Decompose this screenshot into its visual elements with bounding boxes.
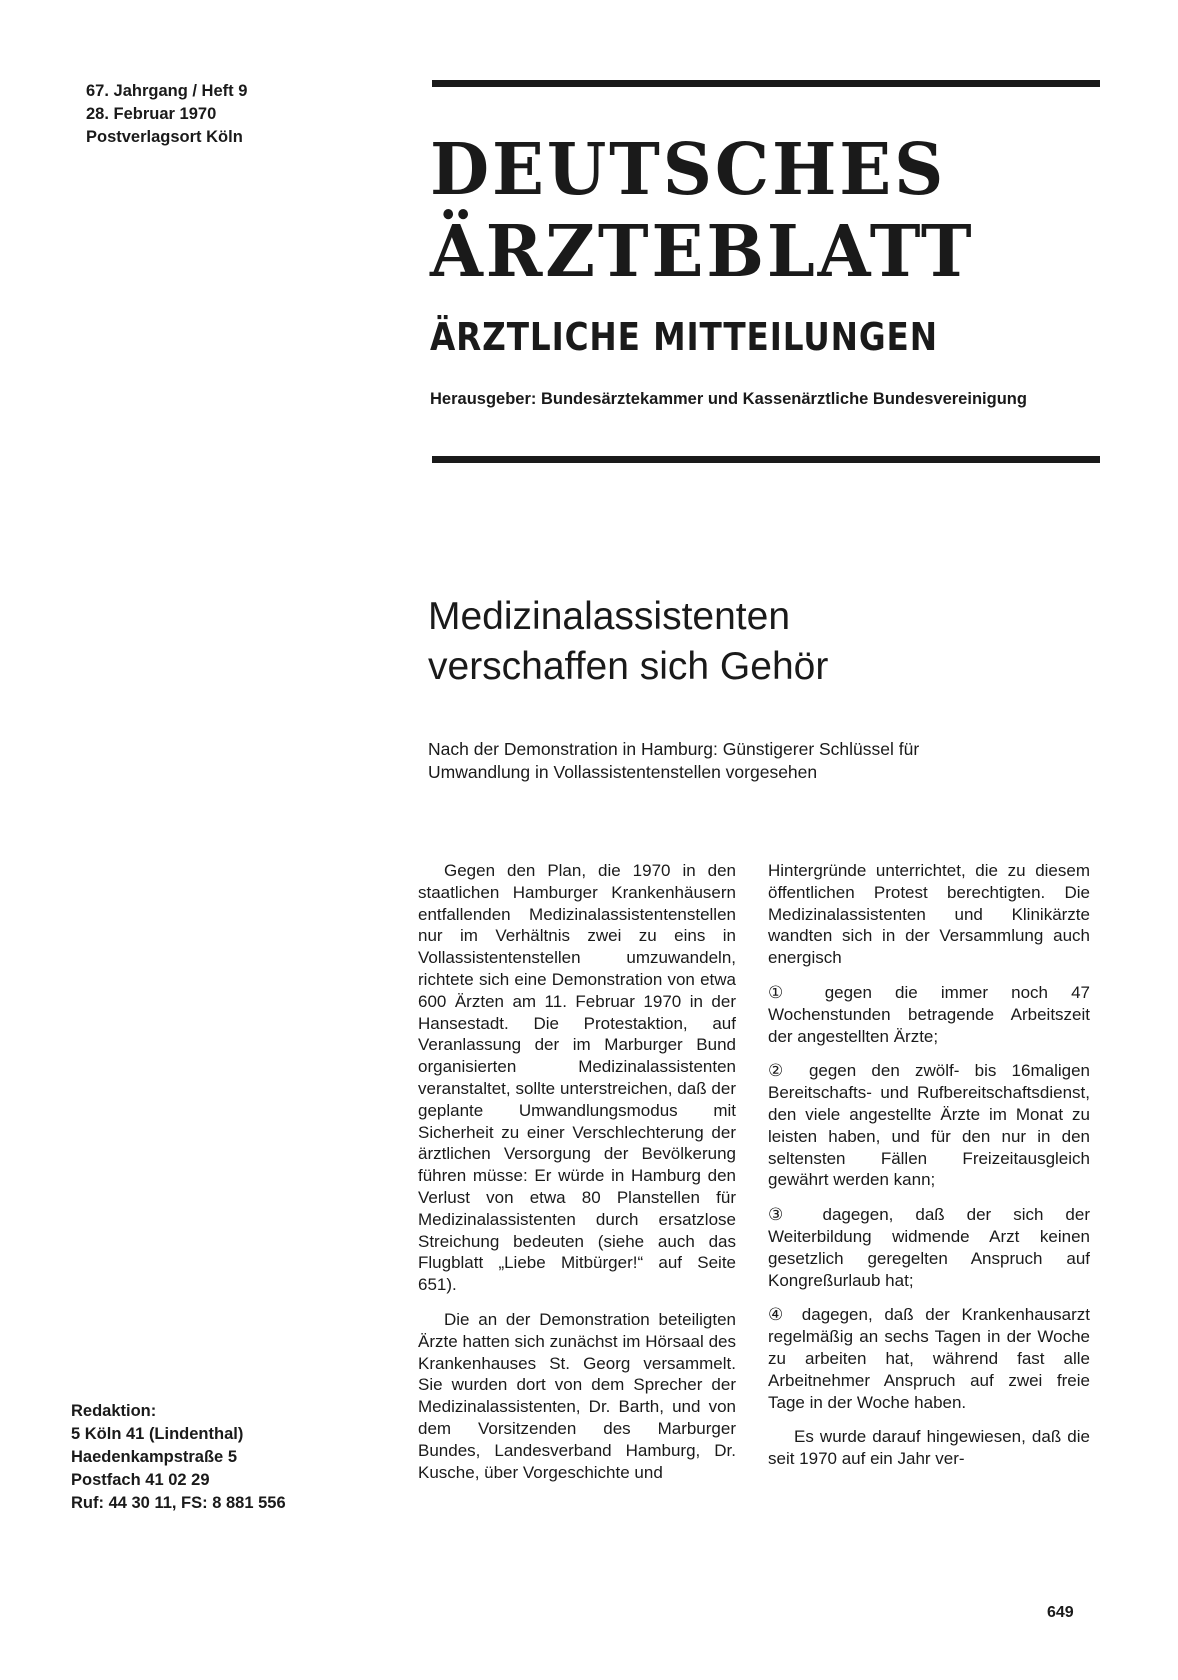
article-column-left <box>418 860 736 1496</box>
publisher-line: Herausgeber: Bundesärztekammer und Kassenärztliche Bundesvereinigung <box>430 390 1027 408</box>
lede-line1: Nach der Demonstration in Hamburg: Günstigerer Schlüssel für <box>428 739 920 759</box>
list-item: ④ dagegen, daß der Krankenhausarzt regelmäßig an sechs Tagen in der Woche zu arbeiten hat, während fast alle Arbeitnehmer Anspruch auf zwei freie Tage in der Woche haben. <box>768 1305 1090 1412</box>
article-column-right <box>768 860 1090 1483</box>
list-item: ③ dagegen, daß der sich der Weiterbildung widmende Arzt keinen gesetzlich geregelten Anspruch auf Kongreßurlaub hat; <box>768 1205 1090 1290</box>
body-paragraph: Die an der Demonstration beteiligten Ärzte hatten sich zunächst im Hörsaal des Krankenhauses St. Georg versammelt. Sie wurden dort von dem Sprecher der Medizinalassistenten, Dr. Barth, und von dem Vorsitzenden des Marburger Bundes, Landesverband Hamburg, Dr. Kusche, über Vorgeschichte und <box>418 1309 736 1482</box>
masthead-title-line1: DEUTSCHES <box>430 127 947 211</box>
masthead <box>430 128 1110 292</box>
editorial-po-box: Postfach 41 02 29 <box>71 1471 210 1489</box>
page-number: 649 <box>1047 1604 1074 1621</box>
issue-date: 28. Februar 1970 <box>86 105 217 123</box>
list-item: ① gegen die immer noch 47 Wochenstunden betragende Arbeitszeit der angestellten Ärzte; <box>768 982 1090 1046</box>
list-item: ② gegen den zwölf- bis 16maligen Bereitschafts- und Rufbereitschaftsdienst, den viele angestellte Ärzte im Monat zu leisten haben, und für den nur in den seltensten Fällen Freizeitausgleich gewährt werden kann; <box>768 1061 1090 1190</box>
editorial-address-line1: 5 Köln 41 (Lindenthal) <box>71 1425 244 1443</box>
issue-info <box>86 80 247 149</box>
body-paragraph: Es wurde darauf hingewiesen, daß die seit 1970 auf ein Jahr ver- <box>768 1427 1090 1469</box>
postal-location: Postverlagsort Köln <box>86 128 243 146</box>
headline-line1: Medizinalassistenten <box>428 595 791 638</box>
masthead-top-rule <box>432 80 1100 87</box>
masthead-title-line2: ÄRZTEBLATT <box>430 209 975 293</box>
masthead-subtitle: ÄRZTLICHE MITTEILUNGEN <box>430 315 938 359</box>
editorial-address-line2: Haedenkampstraße 5 <box>71 1448 237 1466</box>
editorial-label: Redaktion: <box>71 1402 157 1420</box>
article-lede <box>428 738 1048 784</box>
body-paragraph: Gegen den Plan, die 1970 in den staatlichen Hamburger Krankenhäusern entfallenden Medizinalassistentenstellen nur im Verhältnis zwei zu eins in Vollassistentenstellen umzuwandeln, richtete sich eine Demonstration von etwa 600 Ärzten am 11. Februar 1970 in der Hansestadt. Die Protestaktion, auf Veranlassung der im Marburger Bund organisierten Medizinalassistenten veranstaltet, sollte unterstreichen, daß der geplante Umwandlungsmodus mit Sicherheit zu einer Verschlechterung der ärztlichen Versorgung der Bevölkerung führen müsse: Er würde in Hamburg den Verlust von etwa 80 Planstellen für Medizinalassistenten durch ersatzlose Streichung bedeuten (siehe auch das Flugblatt „Liebe Mitbürger!“ auf Seite 651). <box>418 861 736 1295</box>
headline-line2: verschaffen sich Gehör <box>428 645 829 688</box>
masthead-bottom-rule <box>432 456 1100 463</box>
lede-line2: Umwandlung in Vollassistentenstellen vorgesehen <box>428 762 818 782</box>
body-paragraph: Hintergründe unterrichtet, die zu diesem öffentlichen Protest berechtigten. Die Medizinalassistenten und Klinikärzte wandten sich in der Versammlung auch energisch <box>768 861 1090 968</box>
editorial-office <box>71 1400 286 1515</box>
article-headline <box>428 592 828 692</box>
volume-issue: 67. Jahrgang / Heft 9 <box>86 82 248 100</box>
editorial-phone: Ruf: 44 30 11, FS: 8 881 556 <box>71 1494 286 1512</box>
